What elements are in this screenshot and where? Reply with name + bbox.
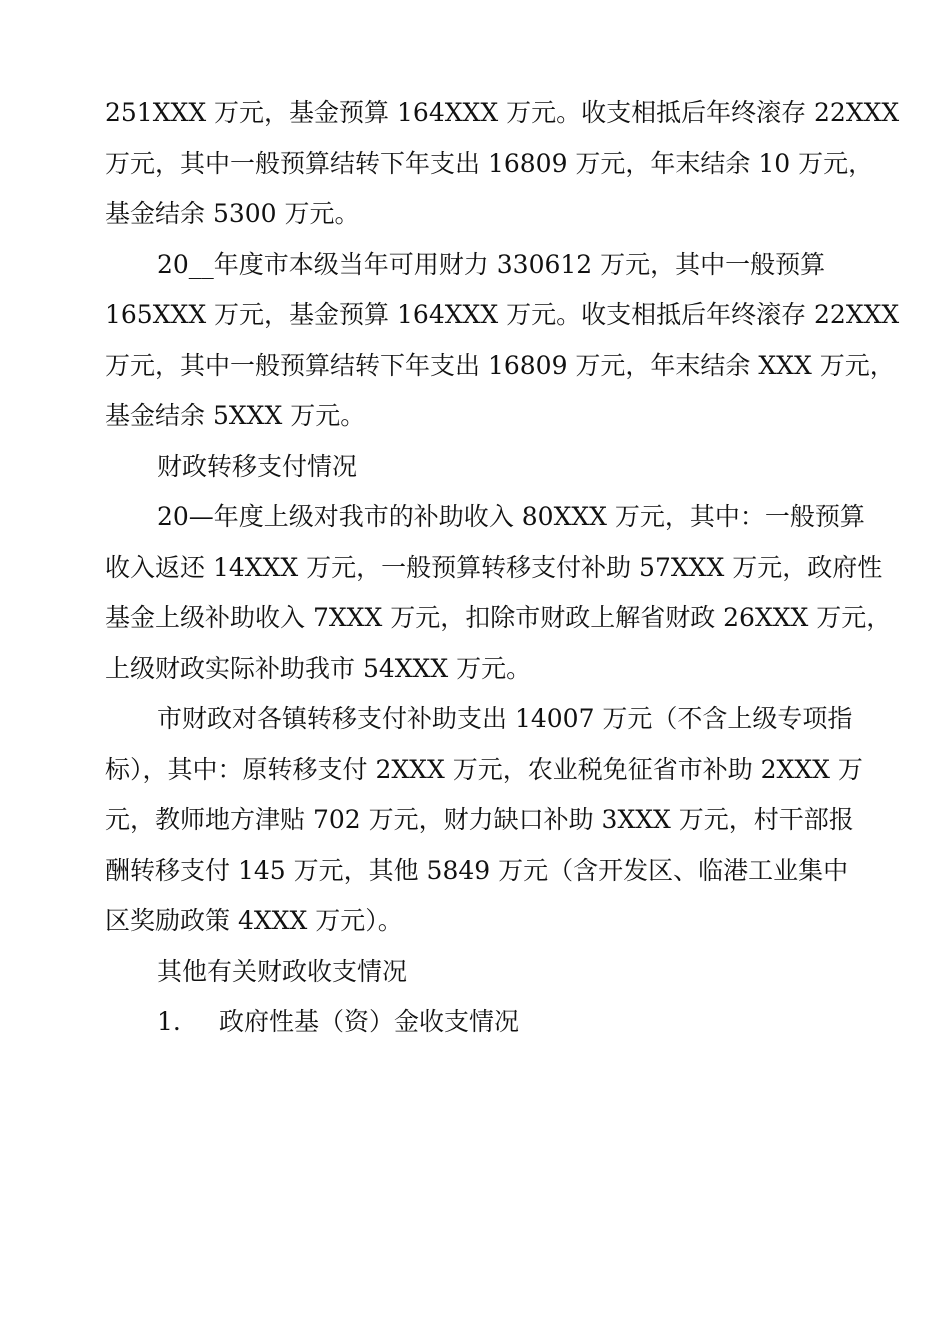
section-heading-transfer-payments [105,442,847,493]
text-line: 市财政对各镇转移支付补助支出 14007 万元（不含上级专项指 [157,704,853,733]
paragraph-city-available-funds [105,240,900,442]
text-line: 收入返还 14XXX 万元，一般预算转移支付补助 57XXX 万元，政府性 [105,552,883,582]
text-line: 基金结余 5XXX 万元。 [105,401,366,430]
list-item-text: 政府性基（资）金收支情况 [219,1007,520,1036]
text-line: 165XXX 万元，基金预算 164XXX 万元。收支相抵后年终滚存 22XXX [105,300,900,329]
text-line: 酬转移支付 145 万元，其他 5849 万元（含开发区、临港工业集中 [105,855,849,885]
list-number: 1. [157,1007,181,1036]
text-line: 20—年度上级对我市的补助收入 80XXX 万元，其中：一般预算 [157,502,865,531]
paragraph-fund-summary-continued [105,88,900,240]
text-line: 基金上级补助收入 7XXX 万元，扣除市财政上解省财政 26XXX 万元， [105,603,892,632]
text-line: 万元，其中一般预算结转下年支出 16809 万元，年末结余 XXX 万元， [105,350,895,380]
heading-text: 财政转移支付情况 [157,451,358,481]
text-line: 标），其中：原转移支付 2XXX 万元，农业税免征省市补助 2XXX 万 [105,754,863,784]
text-line: 万元，其中一般预算结转下年支出 16809 万元，年末结余 10 万元， [105,148,874,178]
text-line: 251XXX 万元，基金预算 164XXX 万元。收支相抵后年终滚存 22XXX [105,98,900,127]
text-line: 上级财政实际补助我市 54XXX 万元。 [105,653,532,683]
heading-text: 其他有关财政收支情况 [157,956,408,986]
text-line: 元，教师地方津贴 702 万元，财力缺口补助 3XXX 万元，村干部报 [105,805,854,834]
text-line: 区奖励政策 4XXX 万元）。 [105,906,403,935]
paragraph-town-transfer-payments [105,694,863,947]
text-line: 基金结余 5300 万元。 [105,199,360,228]
numbered-list-item [105,997,847,1048]
document-body [105,88,900,1048]
text-line: 20__年度市本级当年可用财力 330612 万元，其中一般预算 [157,249,826,279]
paragraph-superior-subsidies [105,492,892,694]
section-heading-other-finance [105,947,847,998]
